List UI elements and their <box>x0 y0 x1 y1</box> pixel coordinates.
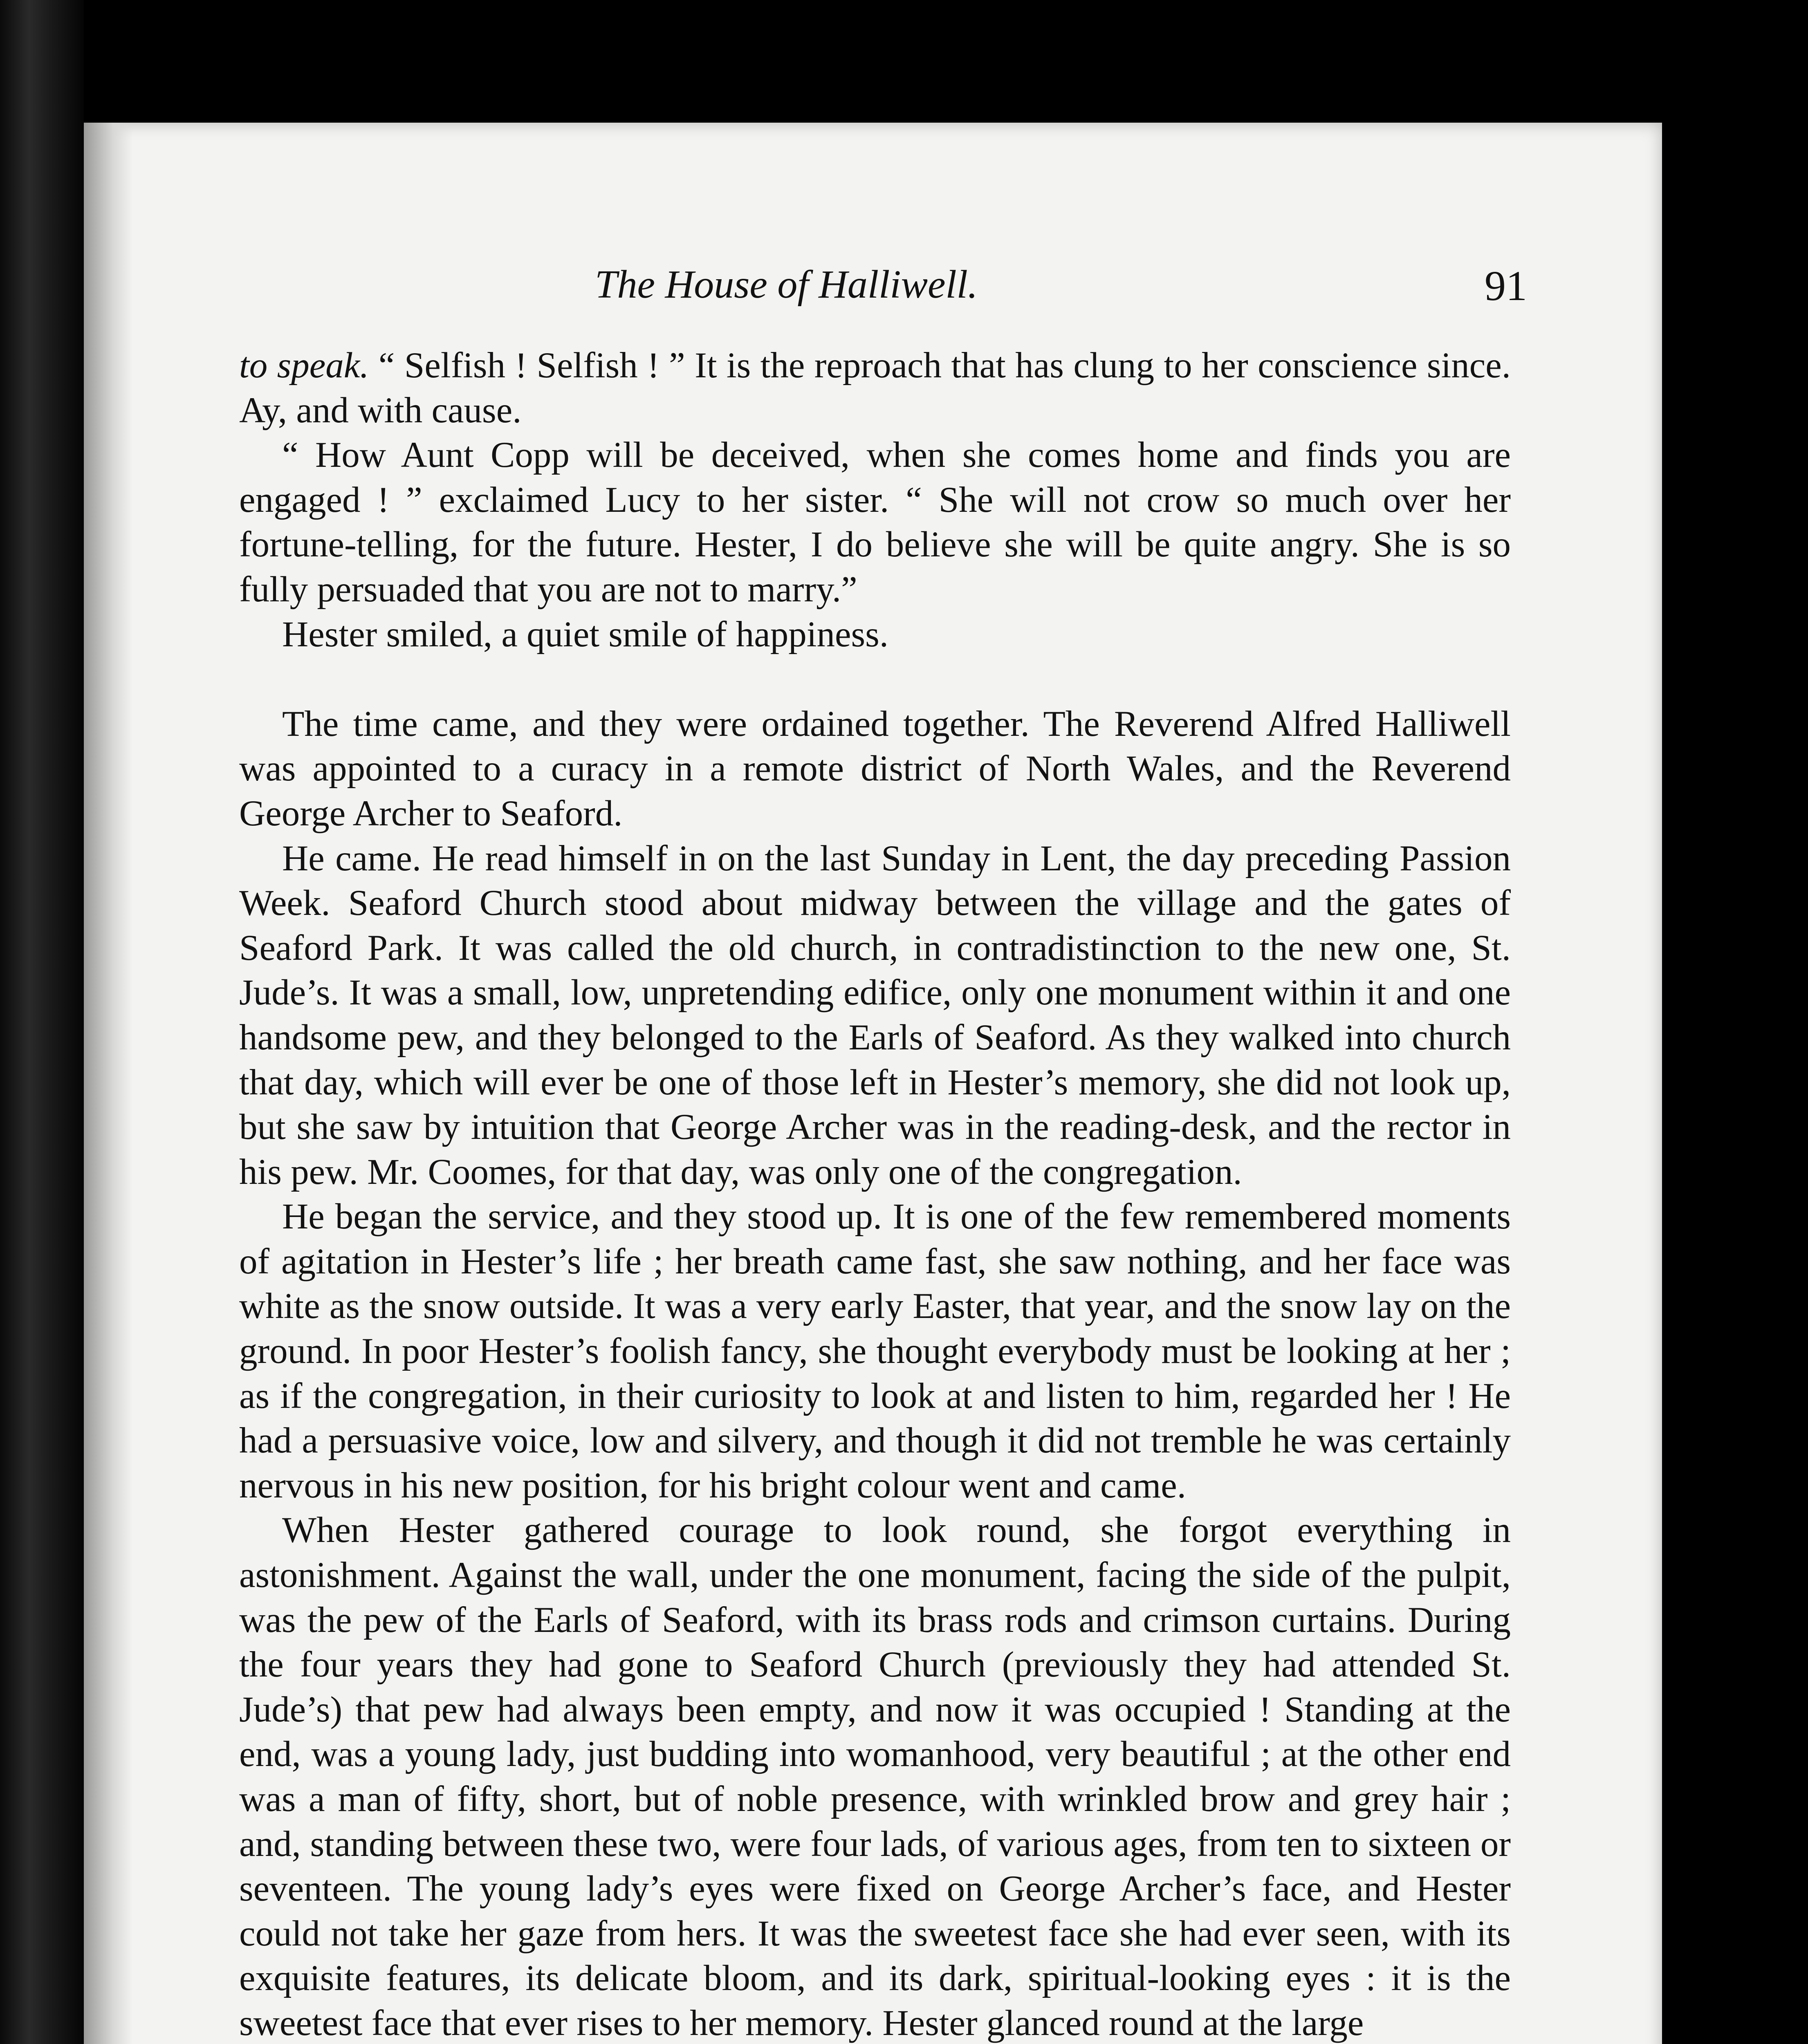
paragraph: He came. He read himself in on the last Sunday in Lent, the day preceding Passion Week. Seaford Church stood about midway between the village and the gates of Seaford Park. It was called the old church, in contradistinction to the new one, St. Jude’s. It was a small, low, unpretending edifice, only one monument within it and one handsome pew, and they belonged to the Earls of Seaford. As they walked into church that day, which will ever be one of those left in Hester’s memory, she did not look up, but she saw by intuition that George Archer was in the reading-desk, and the rector in his pew. Mr. Coomes, for that day, was only one of the congregation. <box>239 838 1511 1192</box>
page-gutter-shadow <box>84 123 133 2044</box>
paragraph: When Hester gathered courage to look round, she forgot everything in astonishment. Against the wall, under the one monument, facing the side of the pulpit, was the pew of the Earls of Seaford, with its brass rods and crimson curtains. During the four years they had gone to Seaford Church (previously they had attended St. Jude’s) that pew had always been empty, and now it was occupied ! Standing at the end, was a young lady, just budding into womanhood, very beautiful ; at the other end was a man of fifty, short, but of noble presence, with wrinkled brow and grey hair ; and, standing between these two, were four lads, of various ages, from ten to sixteen or seventeen. The young lady’s eyes were fixed on George Archer’s face, and Hester could not take her gaze from hers. It was the sweetest face she had ever seen, with its exquisite features, its delicate bloom, and its dark, spiritual-looking eyes : it is the sweetest face that ever rises to her memory. Hester glanced round at the large <box>239 1510 1511 2043</box>
italic-lead: to speak. <box>239 345 369 385</box>
paragraph-text: “ Selfish ! Selfish ! ” It is the reproach that has clung to her conscience since. Ay, and with cause. <box>239 345 1511 430</box>
running-title: The House of Halliwell. <box>595 262 978 307</box>
running-head <box>84 262 1662 319</box>
paragraph: Hester smiled, a quiet smile of happiness. <box>282 614 889 654</box>
book-page <box>84 123 1662 2044</box>
paragraph: He began the service, and they stood up. It is one of the few remembered moments of agitation in Hester’s life ; her breath came fast, she saw nothing, and her face was white as the snow outside. It was a very early Easter, that year, and the snow lay on the ground. In poor Hester’s foolish fancy, she thought everybody must be looking at her ; as if the congregation, in their curiosity to look at and listen to him, regarded her ! He had a persuasive voice, low and silvery, and though it did not tremble he was certainly nervous in his new position, for his bright colour went and came. <box>239 1197 1511 1506</box>
body-text <box>239 343 1511 2044</box>
paragraph: The time came, and they were ordained together. The Reverend Alfred Halliwell was appointed to a curacy in a remote district of North Wales, and the Reverend George Archer to Seaford. <box>239 704 1511 834</box>
page-number: 91 <box>1485 262 1527 309</box>
paragraph: “ How Aunt Copp will be deceived, when she comes home and finds you are engaged ! ” exclaimed Lucy to her sister. “ She will not crow so much over her fortune-telling, for the future. Hester, I do believe she will be quite angry. She is so fully persuaded that you are not to marry.” <box>239 435 1511 610</box>
book-spine <box>0 0 84 2044</box>
paragraph <box>239 343 1511 433</box>
